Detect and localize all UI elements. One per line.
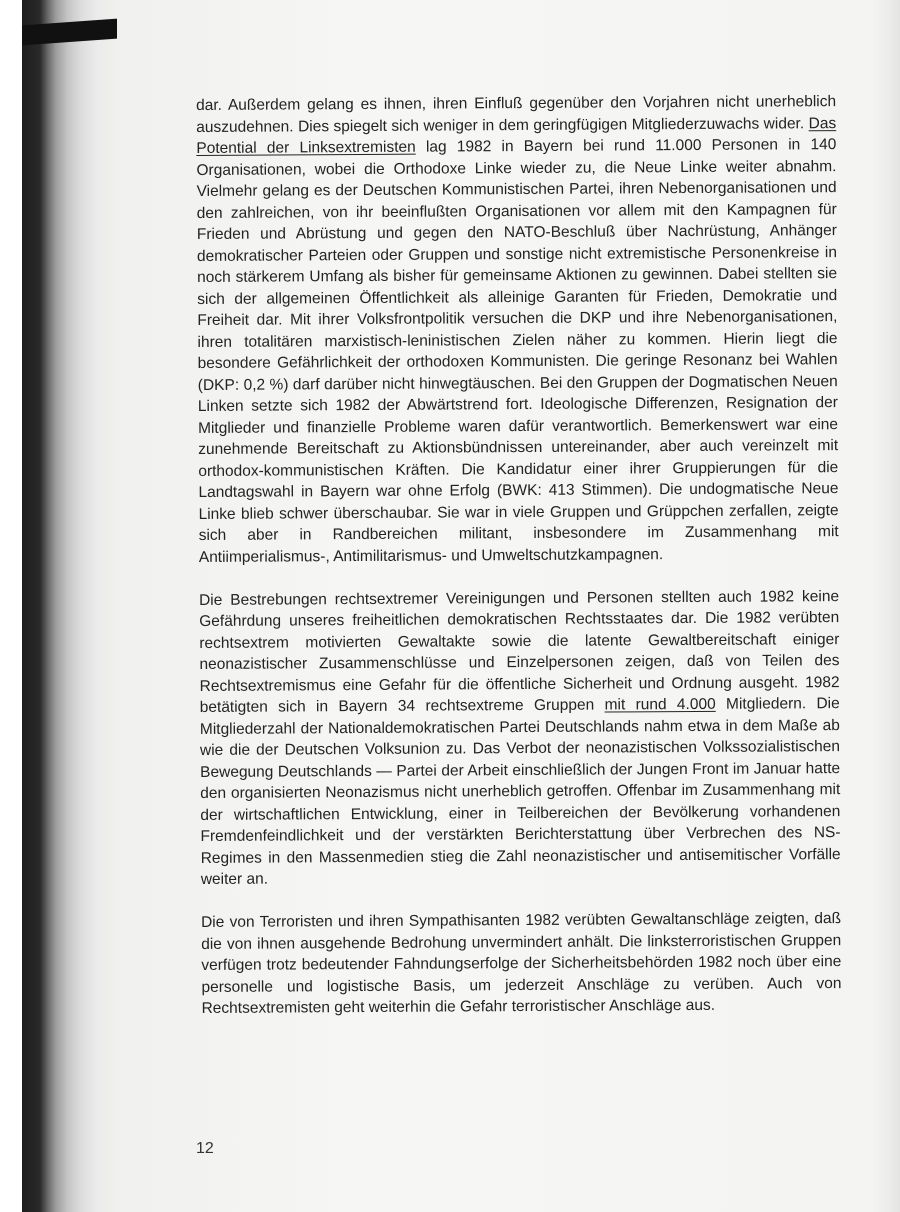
paragraph-terrorismus: [201, 908, 842, 1019]
scan-margin: [0, 0, 22, 1212]
underlined-text: Das Potential der Linksextremisten: [196, 114, 837, 157]
page-edge: [872, 0, 900, 1212]
underlined-text: mit rund 4.000: [604, 695, 716, 714]
paragraph-linksextremismus: [196, 91, 839, 568]
body-text: [196, 91, 842, 1041]
paragraph-text: Die Bestrebungen rechtsextremer Vereinigungen und Personen stellten auch 1982 keine Gefährdung unseres freiheitlichen demokratischen Rechtsstaates dar. Die 1982 verübten rechtsextrem motivierten Gewaltakte sowie die latente Gewaltbereitschaft einiger neonazistischer Zusammenschlüsse und Einzelpersonen zeigen, daß von Teilen des Rechtsextremismus eine Gefahr für die öffentliche Sicherheit und Ordnung ausgeht. 1982 betätigten sich in Bayern 34 rechtsextreme Gruppen: [199, 587, 840, 716]
book-binding-shadow: [22, 0, 122, 1212]
paragraph-rechtsextremismus: [199, 586, 841, 891]
paragraph-text: Die von Terroristen und ihren Sympathisanten 1982 verübten Gewaltanschläge zeigten, daß die von ihnen ausgehende Bedrohung unvermindert anhält. Die linksterroristischen Gruppen verfügen trotz bedeutender Fahndungserfolge der Sicherheitsbehörden 1982 noch über eine personelle und logistische Basis, um jederzeit Anschläge zu verüben. Auch von Rechtsextremisten geht weiterhin die Gefahr terroristischer Anschläge aus.: [201, 910, 842, 1017]
paragraph-text: lag 1982 in Bayern bei rund 11.000 Personen in 140 Organisationen, wobei die Orthodoxe Linke wieder zu, die Neue Linke weiter abnahm. Vielmehr gelang es der Deutschen Kommunistischen Partei, ihren Nebenorganisationen und den zahlreichen, von ihr beeinflußten Organisationen vor allem mit den Kampagnen für Frieden und Abrüstung und gegen den NATO-Beschluß über Nachrüstung, Anhänger demokratischer Parteien oder Gruppen und sonstige nicht extremistische Personenkreise in noch stärkerem Umfang als bisher für gemeinsame Aktionen zu gewinnen. Dabei stellten sie sich der allgemeinen Öffentlichkeit als alleinige Garanten für Frieden, Demokratie und Freiheit dar. Mit ihrer Volksfrontpolitik versuchen die DKP und ihre Nebenorganisationen, ihren totalitären marxistisch-leninistischen Zielen näher zu kommen. Hierin liegt die besondere Gefährlichkeit der orthodoxen Kommunisten. Die geringe Resonanz bei Wahlen (DKP: 0,2 %) darf darüber nicht hinwegtäuschen. Bei den Gruppen der Dogmatischen Neuen Linken setzte sich 1982 der Abwärtstrend fort. Ideologische Differenzen, Resignation der Mitglieder und finanzielle Probleme waren dafür verantwortlich. Bemerkenswert war eine zunehmende Bereitschaft zu Aktionsbündnissen untereinander, aber auch vereinzelt mit orthodox-kommunistischen Kräften. Die Kandidatur einer ihrer Gruppierungen für die Landtagswahl in Bayern war ohne Erfolg (BWK: 413 Stimmen). Die undogmatische Neue Linke blieb schwer überschaubar. Sie war in viele Gruppen und Grüppchen zerfallen, zeigte sich aber in Randbereichen militant, insbesondere im Zusammenhang mit Antiimperialismus-, Antimilitarismus- und Umweltschutzkampagnen.: [196, 136, 839, 566]
page-number: 12: [196, 1140, 214, 1157]
paragraph-text: dar. Außerdem gelang es ihnen, ihren Einfluß gegenüber den Vorjahren nicht unerheblich auszudehnen. Dies spiegelt sich weniger in dem geringfügigen Mitgliederzuwachs wider.: [196, 93, 837, 136]
paragraph-text: Mitgliedern. Die Mitgliederzahl der Nationaldemokratischen Partei Deutschlands nahm etwa in dem Maße ab wie die der Deutschen Volksunion zu. Das Verbot der neonazistischen Volkssozialistischen Bewegung Deutschlands — Partei der Arbeit einschließlich der Jungen Front im Januar hatte den organisierten Neonazismus nicht unerheblich getroffen. Offenbar im Zusammenhang mit der wirtschaftlichen Entwicklung, einer in Teilbereichen der Bevölkerung vorhandenen Fremdenfeindlichkeit und der verstärkten Berichterstattung über Verbrechen des NS-Regimes in den Massenmedien stieg die Zahl neonazistischer und antisemitischer Vorfälle weiter an.: [199, 695, 841, 888]
